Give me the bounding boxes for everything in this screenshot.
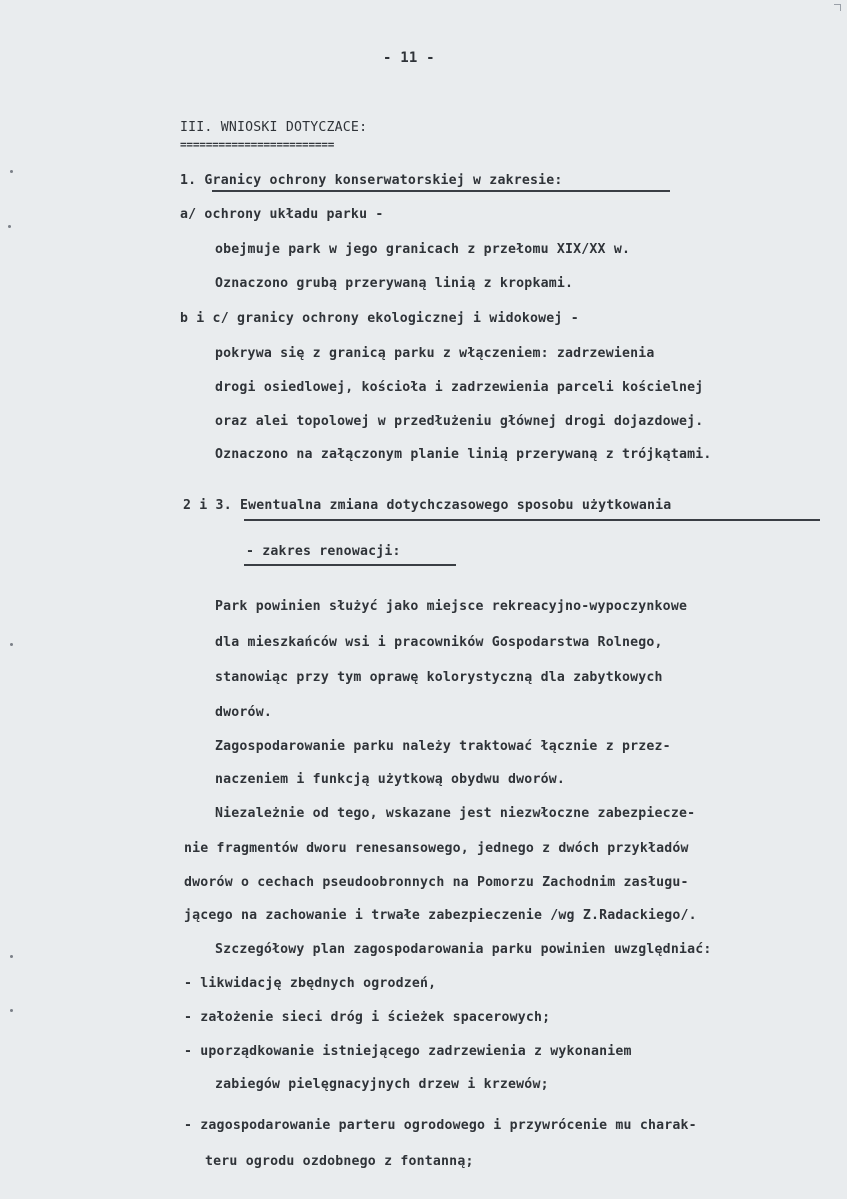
subsection-bc-line: oraz alei topolowej w przedłużeniu głównej drogi dojazdowej. xyxy=(215,414,704,429)
subsection-a-title: a/ ochrony układu parku - xyxy=(180,207,384,222)
punch-hole-mark xyxy=(10,955,13,958)
body-line: nie fragmentów dworu renesansowego, jednego z dwóch przykładów xyxy=(184,841,689,856)
section-23-subtitle-underline xyxy=(244,564,456,566)
corner-mark xyxy=(834,4,841,11)
punch-hole-mark xyxy=(10,1009,13,1012)
subsection-a-line: obejmuje park w jego granicach z przełomu XIX/XX w. xyxy=(215,242,631,257)
subsection-bc-line: Oznaczono na załączonym planie linią przerywaną z trójkątami. xyxy=(215,447,712,462)
punch-hole-mark xyxy=(8,225,11,228)
heading-double-underline: ======================== xyxy=(180,138,335,151)
body-line: naczeniem i funkcją użytkową obydwu dworów. xyxy=(215,772,566,787)
bullet-item: - uporządkowanie istniejącego zadrzewienia z wykonaniem xyxy=(184,1044,632,1059)
body-line: dworów o cechach pseudoobronnych na Pomorzu Zachodnim zasługu- xyxy=(184,875,689,890)
bullet-continuation: teru ogrodu ozdobnego z fontanną; xyxy=(205,1154,474,1169)
section-1-title-text: 1. Granicy ochrony konserwatorskiej w zakresie: xyxy=(180,173,563,188)
bullet-item: - założenie sieci dróg i ścieżek spacerowych; xyxy=(184,1010,551,1025)
bullet-item: - zagospodarowanie parteru ogrodowego i przywrócenie mu charak- xyxy=(184,1118,697,1133)
body-line: dworów. xyxy=(215,705,272,720)
page-number: - 11 - xyxy=(383,50,435,66)
body-line: Szczegółowy plan zagospodarowania parku powinien uwzględniać: xyxy=(215,942,712,957)
body-line: stanowiąc przy tym oprawę kolorystyczną dla zabytkowych xyxy=(215,670,663,685)
subsection-bc-line: pokrywa się z granicą parku z włączeniem: zadrzewienia xyxy=(215,346,655,361)
bullet-continuation: zabiegów pielęgnacyjnych drzew i krzewów; xyxy=(215,1077,549,1092)
body-line: Zagospodarowanie parku należy traktować łącznie z przez- xyxy=(215,739,671,754)
section-23-subtitle: - zakres renowacji: xyxy=(246,544,401,559)
punch-hole-mark xyxy=(10,170,13,173)
subsection-a-line: Oznaczono grubą przerywaną linią z kropkami. xyxy=(215,276,574,291)
body-line: Niezależnie od tego, wskazane jest niezwłoczne zabezpiecze- xyxy=(215,806,696,821)
punch-hole-mark xyxy=(10,643,13,646)
section-1-title xyxy=(180,174,563,187)
section-heading: III. WNIOSKI DOTYCZACE: xyxy=(180,120,368,135)
bullet-item: - likwidację zbędnych ogrodzeń, xyxy=(184,976,437,991)
section-23-title: 2 i 3. Ewentualna zmiana dotychczasowego sposobu użytkowania xyxy=(183,498,672,513)
body-line: dla mieszkańców wsi i pracowników Gospodarstwa Rolnego, xyxy=(215,635,663,650)
subsection-bc-line: drogi osiedlowej, kościoła i zadrzewienia parceli kościelnej xyxy=(215,380,704,395)
subsection-bc-title: b i c/ granicy ochrony ekologicznej i widokowej - xyxy=(180,311,579,326)
body-line: Park powinien służyć jako miejsce rekreacyjno-wypoczynkowe xyxy=(215,599,688,614)
section-1-title-underline xyxy=(212,190,670,192)
section-23-title-underline xyxy=(244,519,820,521)
body-line: jącego na zachowanie i trwałe zabezpieczenie /wg Z.Radackiego/. xyxy=(184,908,697,923)
